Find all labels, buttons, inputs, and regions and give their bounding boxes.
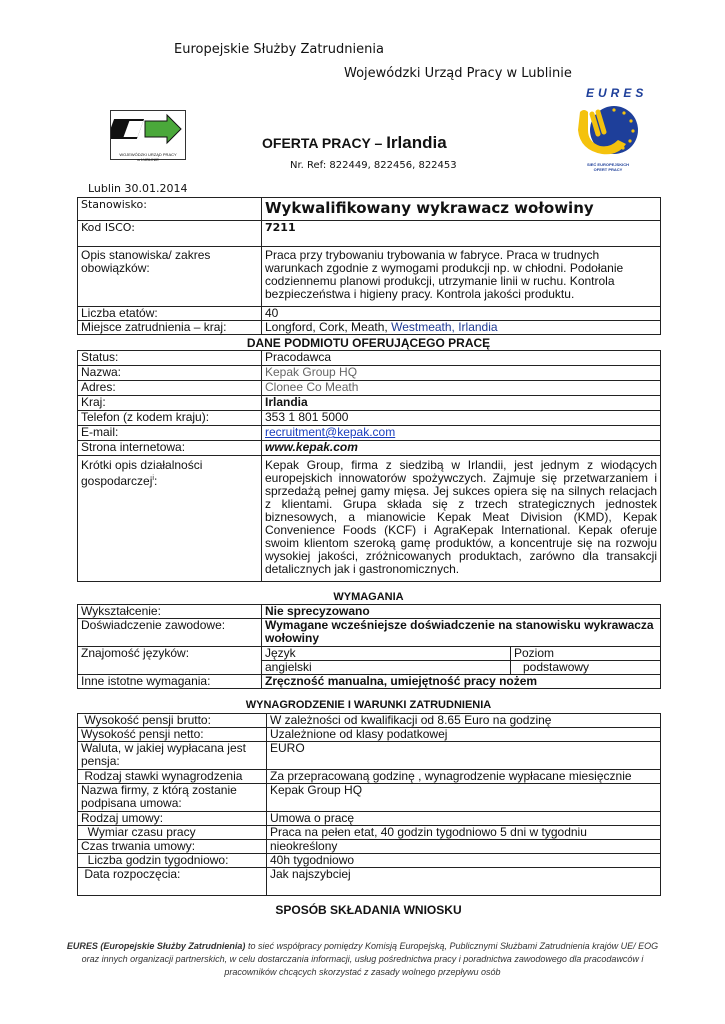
description-value: Praca przy trybowaniu trybowania w fabryce. Praca w trudnych warunkach zgodnie z wymogami produkcji np. w chłodni. Podołanie codziennemu planowi produkcji, utrzymanie linii w ruchu. Kontrola bezpieczeństwa i higieny pracy. Kontrola jakości produktu. <box>262 247 661 307</box>
address-label: Adres: <box>78 381 262 396</box>
employer-section-title: DANE PODMIOTU OFERUJĄCEGO PRACĘ <box>246 336 491 350</box>
wup-logo <box>110 110 186 160</box>
experience-value: Wymagane wcześniejsze doświadczenie na stanowisku wykrawacza wołowiny <box>262 619 661 647</box>
pay-value: 40h tygodniowo <box>267 854 661 868</box>
pay-label: Czas trwania umowy: <box>78 840 267 854</box>
status-value: Pracodawca <box>262 351 661 366</box>
website-cell <box>262 441 661 456</box>
pay-label: Wysokość pensji netto: <box>78 728 267 742</box>
count-label: Liczba etatów: <box>78 307 262 321</box>
pay-value: EURO <box>267 742 661 770</box>
pay-value: Praca na pełen etat, 40 godzin tygodniowo 5 dni w tygodniu <box>267 826 661 840</box>
wup-logo-icon <box>111 111 185 147</box>
page-title <box>262 133 447 153</box>
eures-logo-text: EURES <box>586 86 648 100</box>
pay-row <box>78 784 661 812</box>
name-label: Nazwa: <box>78 366 262 381</box>
about-value: Kepak Group, firma z siedzibą w Irlandii, jest jednym z wiodących europejskich innowatorów spożywczych. Zajmuje się przetwarzaniem i sprzedażą pełnej gamy mięsa. Jej sukces opiera się na silnych relacjach z klientami. Grupa składa się z trzech strategicznych jednostek biznesowych, a mianowicie Kepak Meat Division (KMD), Kepak Convenience Foods (KCF) i AgraKepak International. Kepak oferuje swoim klientom szeroką gamę produktów, a koncentruje się na rozwoju wysokiej jakości, zróżnicowanych produktach, zarówno dla transakcji detalicznych jak i gastronomicznych. <box>262 456 661 582</box>
language-col-header: Język <box>262 647 511 661</box>
about-label-end: : <box>153 474 158 488</box>
position-value: Wykwalifikowany wykrawacz wołowiny <box>262 198 661 221</box>
pay-label: Data rozpoczęcia: <box>78 868 267 896</box>
other-value: Zręczność manualna, umiejętność pracy nożem <box>262 675 661 689</box>
footer-line-1-rest: to sieć współpracy pomiędzy Komisją Europejską, Publicznymi Służbami Zatrudnienia krajów UE/ EOG <box>245 941 659 951</box>
row-name <box>78 366 661 381</box>
eures-hand-icon <box>574 100 644 162</box>
row-phone <box>78 411 661 426</box>
location-value-b: Westmeath, Irlandia <box>391 320 498 334</box>
job-table <box>77 197 661 335</box>
pay-row <box>78 868 661 896</box>
website-link[interactable]: www.kepak.com <box>265 440 358 454</box>
email-link[interactable]: recruitment@kepak.com <box>265 425 396 439</box>
footer <box>60 940 665 979</box>
pay-value: Jak najszybciej <box>267 868 661 896</box>
eures-logo <box>572 86 652 178</box>
row-address <box>78 381 661 396</box>
title-prefix: OFERTA PRACY – <box>262 135 383 151</box>
pay-value: Kepak Group HQ <box>267 784 661 812</box>
row-description <box>78 247 661 307</box>
email-cell <box>262 426 661 441</box>
pay-row <box>78 728 661 742</box>
pay-row <box>78 714 661 728</box>
wup-logo-text-2: w LUBLINIE <box>137 157 159 162</box>
pay-row <box>78 840 661 854</box>
row-country <box>78 396 661 411</box>
phone-label: Telefon (z kodem kraju): <box>78 411 262 426</box>
eures-subtitle <box>578 162 638 172</box>
pay-row <box>78 742 661 770</box>
position-label: Stanowisko: <box>78 198 262 221</box>
employer-table <box>77 350 661 582</box>
isco-label: Kod ISCO: <box>78 221 262 247</box>
eures-sub-1: SIEĆ EUROPEJSKICH <box>586 162 629 167</box>
address-value: Clonee Co Meath <box>262 381 661 396</box>
pay-row <box>78 812 661 826</box>
language-name: angielski <box>262 661 511 675</box>
row-position <box>78 198 661 221</box>
about-label <box>78 456 262 582</box>
education-label: Wykształcenie: <box>78 605 262 619</box>
description-label: Opis stanowiska/ zakres obowiązków: <box>78 247 262 307</box>
pay-label: Rodzaj stawki wynagrodzenia <box>78 770 267 784</box>
level-col-header: Poziom <box>511 647 661 661</box>
pay-value: Umowa o pracę <box>267 812 661 826</box>
experience-label: Doświadczenie zawodowe: <box>78 619 262 647</box>
count-value: 40 <box>262 307 661 321</box>
row-education <box>78 605 661 619</box>
pay-label: Rodzaj umowy: <box>78 812 267 826</box>
pay-label: Nazwa firmy, z którą zostanie podpisana umowa: <box>78 784 267 812</box>
language-level: podstawowy <box>511 661 661 675</box>
wup-logo-text <box>111 152 185 162</box>
pay-row <box>78 826 661 840</box>
country-label: Kraj: <box>78 396 262 411</box>
row-language-header <box>78 647 661 661</box>
location-value <box>262 321 661 335</box>
pay-row <box>78 770 661 784</box>
row-experience <box>78 619 661 647</box>
pay-value: Za przepracowaną godzinę , wynagrodzenie wypłacane miesięcznie <box>267 770 661 784</box>
pay-value: Uzależnione od klasy podatkowej <box>267 728 661 742</box>
about-label-text: Krótki opis działalności gospodarczej <box>81 458 203 488</box>
footer-line-2: oraz innych organizacji partnerskich, w celu dostarczania informacji, usług pośrednictwa pracy i poradnictwa zawodowego dla pracodawców i <box>81 954 644 964</box>
pay-value: nieokreślony <box>267 840 661 854</box>
pay-section-title: WYNAGRODZENIE I WARUNKI ZATRUDNIENIA <box>245 699 492 711</box>
apply-section-title: SPOSÓB SKŁADANIA WNIOSKU <box>275 903 462 917</box>
org-line-2: Wojewódzki Urząd Pracy w Lublinie <box>344 66 572 81</box>
status-label: Status: <box>78 351 262 366</box>
footer-eures-name: EURES (Europejskie Służby Zatrudnienia) <box>66 941 246 951</box>
other-label: Inne istotne wymagania: <box>78 675 262 689</box>
row-email <box>78 426 661 441</box>
pay-row <box>78 854 661 868</box>
pay-table <box>77 713 661 896</box>
website-label: Strona internetowa: <box>78 441 262 456</box>
requirements-table <box>77 604 661 689</box>
location-label: Miejsce zatrudnienia – kraj: <box>78 321 262 335</box>
pay-label: Wymiar czasu pracy <box>78 826 267 840</box>
pay-value: W zależności od kwalifikacji od 8.65 Euro na godzinę <box>267 714 661 728</box>
pay-label: Waluta, w jakiej wypłacana jest pensja: <box>78 742 267 770</box>
education-value: Nie sprecyzowano <box>262 605 661 619</box>
row-about <box>78 456 661 582</box>
row-website <box>78 441 661 456</box>
row-other <box>78 675 661 689</box>
date-place: Lublin 30.01.2014 <box>88 182 188 195</box>
language-label: Znajomość języków: <box>78 647 262 675</box>
location-value-a: Longford, Cork, Meath, <box>265 320 392 334</box>
title-country: Irlandia <box>386 133 447 152</box>
email-label: E-mail: <box>78 426 262 441</box>
pay-label: Liczba godzin tygodniowo: <box>78 854 267 868</box>
requirements-section-title: WYMAGANIA <box>333 591 404 603</box>
footer-line-3: pracowników chcących skorzystać z zasady wolnego przepływu osób <box>224 967 501 977</box>
org-line-1: Europejskie Służby Zatrudnienia <box>174 42 384 57</box>
isco-value: 7211 <box>262 221 661 247</box>
row-status <box>78 351 661 366</box>
country-value: Irlandia <box>262 396 661 411</box>
row-isco <box>78 221 661 247</box>
wup-logo-text-1: WOJEWÓDZKI URZĄD PRACY <box>119 152 177 157</box>
reference-number: Nr. Ref: 822449, 822456, 822453 <box>290 160 457 171</box>
footer-line-1 <box>60 940 665 953</box>
phone-value: 353 1 801 5000 <box>262 411 661 426</box>
pay-label: Wysokość pensji brutto: <box>78 714 267 728</box>
row-count <box>78 307 661 321</box>
row-location <box>78 321 661 335</box>
eures-sub-2: OFERT PRACY <box>593 167 623 172</box>
about-footnote-marker: i <box>152 475 154 482</box>
name-value: Kepak Group HQ <box>262 366 661 381</box>
